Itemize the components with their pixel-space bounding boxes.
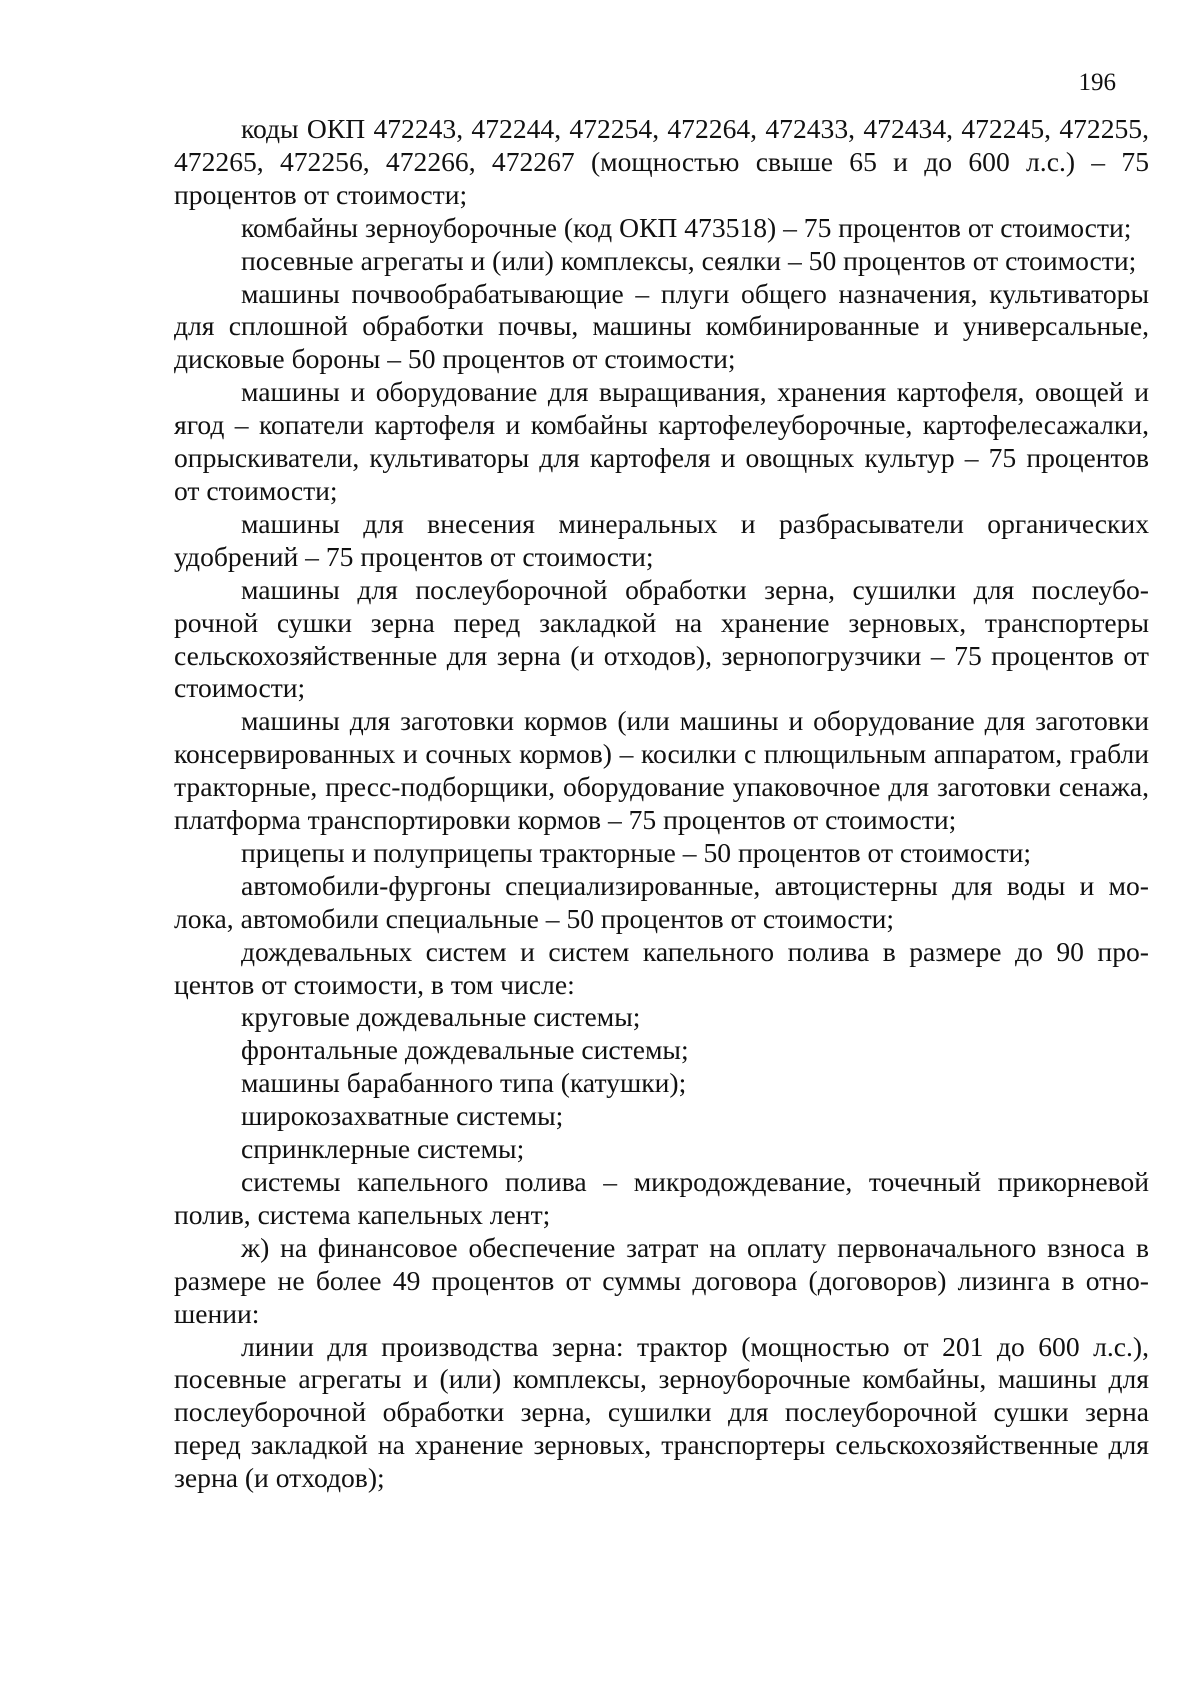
paragraph-tillage-machines: машины почвообрабатывающие – плуги общего назначения, культиваторы для сплошной обработки почвы, машины комбинированные и универсальные, дисковые бороны – 50 процентов от стоимости; — [174, 277, 1149, 375]
paragraph-drip-irrigation: системы капельного полива – микродождевание, точечный прикорневой полив, система капельных лент; — [174, 1166, 1149, 1230]
paragraph-leasing-down-payment: ж) на финансовое обеспечение затрат на оплату первоначального взноса в размере не более 49 процентов от суммы договора (договоров) лизинга в отношении: — [174, 1231, 1149, 1329]
paragraph-grain-production-lines: линии для производства зерна: трактор (мощностью от 201 до 600 л.с.), посевные агрегаты и (или) комплексы, зерноуборочные комбайны, машины для послеуборочной обработки зерна, сушилки для послеуборочной сушки зерна перед закладкой на хранение зерновых, транспортеры сельскохозяйственные для зерна (и отходов); — [174, 1330, 1149, 1494]
paragraph-combines: комбайны зерноуборочные (код ОКП 473518) – 75 процентов от стоимости; — [241, 211, 1132, 243]
paragraph-special-vehicles: автомобили-фургоны специализированные, автоцистерны для воды и молока, автомобили специальные – 50 процентов от стоимости; — [174, 869, 1149, 934]
list-item-circular-sprinklers: круговые дождевальные системы; — [241, 1001, 641, 1033]
paragraph-fertilizer-machines: машины для внесения минеральных и разбрасыватели органических удобрений – 75 процентов от стоимости; — [174, 507, 1149, 572]
document-body — [174, 113, 1149, 1495]
list-item-drum-machines: машины барабанного типа (катушки); — [241, 1067, 687, 1099]
list-item-frontal-sprinklers: фронтальные дождевальные системы; — [241, 1034, 689, 1066]
list-item-sprinkler-systems: спринклерные системы; — [241, 1133, 525, 1165]
page-number: 196 — [1078, 69, 1116, 96]
paragraph-grain-postharvest: машины для послеуборочной обработки зерна, сушилки для послеуборочной сушки зерна перед закладкой на хранение зерновых, транспортеры сельскохозяйственные для зерна (и отходов), зернопогрузчики – 75 процентов от стоимости; — [174, 573, 1149, 704]
paragraph-irrigation-systems: дождевальных систем и систем капельного полива в размере до 90 процентов от стоимости, в том числе: — [174, 935, 1149, 1000]
paragraph-forage-machines: машины для заготовки кормов (или машины и оборудование для заготовки консервированных и сочных кормов) – косилки с плющильным аппаратом, грабли тракторные, пресс-подборщики, оборудование упаковочное для заготовки сенажа, платформа транспортировки кормов – 75 процентов от стоимости; — [174, 705, 1149, 836]
paragraph-seeding-units: посевные агрегаты и (или) комплексы, сеялки – 50 процентов от стоимости; — [241, 244, 1137, 276]
paragraph-okp-codes: коды ОКП 472243, 472244, 472254, 472264, 472433, 472434, 472245, 472255, 472265, 472256, 472266, 472267 (мощностью свыше 65 и до 600 л.с.) – 75 процентов от стоимости; — [174, 113, 1149, 210]
paragraph-potato-vegetable-machines: машины и оборудование для выращивания, хранения картофеля, овощей и ягод – копатели картофеля и комбайны картофелеуборочные, картофелесажалки, опрыскиватели, культиваторы для картофеля и овощных культур – 75 процентов от стоимости; — [174, 376, 1149, 506]
list-item-wide-systems: широкозахватные системы; — [241, 1100, 564, 1132]
paragraph-trailers: прицепы и полуприцепы тракторные – 50 процентов от стоимости; — [241, 836, 1032, 868]
